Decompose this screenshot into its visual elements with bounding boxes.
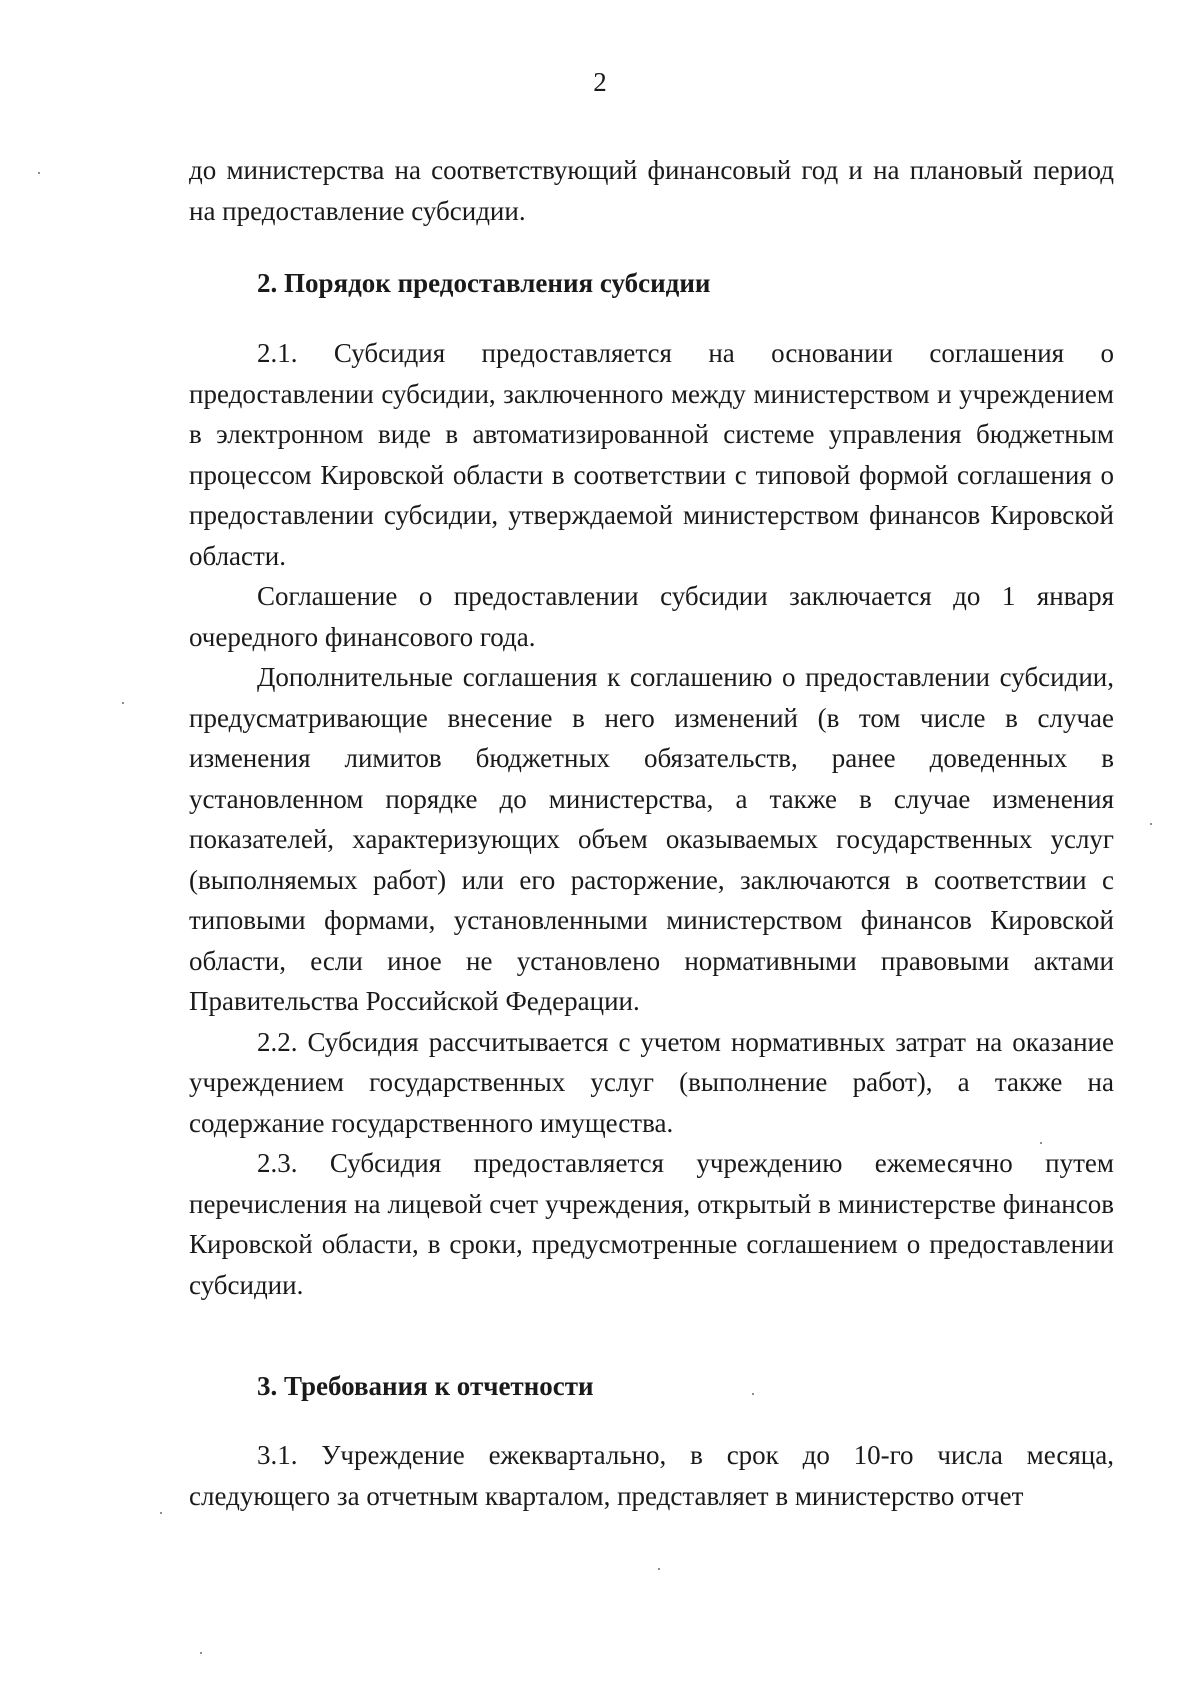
paragraph-2-2: 2.2. Субсидия рассчитывается с учетом нормативных затрат на оказание учреждением государственных услуг (выполнение работ), а также на содержание государственного имущества. [189, 1026, 1114, 1138]
section-3-heading-block [189, 1366, 1114, 1407]
scan-speck [122, 702, 124, 704]
section-2-heading-block [189, 263, 1114, 304]
scan-speck [200, 1652, 202, 1654]
section-2-heading: 2. Порядок предоставления субсидии [257, 268, 711, 298]
section-2-body [189, 333, 1114, 1305]
paragraph-additional-agreements: Дополнительные соглашения к соглашению о предоставлении субсидии, предусматривающие внесение в него изменений (в том числе в случае изменения лимитов бюджетных обязательств, ранее доведенных в установленном порядке до министерства, а также в случае изменения показателей, характеризующих объем оказываемых государственных услуг (выполняемых работ) или его расторжение, заключаются в соответствии с типовыми формами, установленными министерством финансов Кировской области, если иное не установлено нормативными правовыми актами Правительства Российской Федерации. [189, 662, 1114, 1016]
section-3-body [189, 1435, 1114, 1516]
continuation-block [189, 150, 1114, 231]
page-number: 2 [593, 67, 607, 97]
continuation-paragraph: до министерства на соответствующий финансовый год и на плановый период на предоставление субсидии. [189, 155, 1114, 226]
scan-speck [752, 1393, 754, 1395]
paragraph-2-1: 2.1. Субсидия предоставляется на основании соглашения о предоставлении субсидии, заключенного между министерством и учреждением в электронном виде в автоматизированной системе управления бюджетным процессом Кировской области в соответствии с типовой формой соглашения о предоставлении субсидии, утверждаемой министерством финансов Кировской области. [189, 338, 1114, 571]
scan-speck [160, 1512, 162, 1514]
scan-speck [1040, 1142, 1042, 1144]
section-3-heading: 3. Требования к отчетности [257, 1371, 594, 1401]
scan-speck [658, 1568, 660, 1570]
paragraph-agreement-date: Соглашение о предоставлении субсидии заключается до 1 января очередного финансового года. [189, 581, 1114, 652]
paragraph-3-1: 3.1. Учреждение ежеквартально, в срок до 10-го числа месяца, следующего за отчетным кварталом, представляет в министерство отчет [189, 1440, 1114, 1511]
scan-speck [1150, 823, 1152, 825]
paragraph-2-3: 2.3. Субсидия предоставляется учреждению ежемесячно путем перечисления на лицевой счет учреждения, открытый в министерстве финансов Кировской области, в сроки, предусмотренные соглашением о предоставлении субсидии. [189, 1148, 1114, 1300]
scan-speck [38, 172, 40, 174]
